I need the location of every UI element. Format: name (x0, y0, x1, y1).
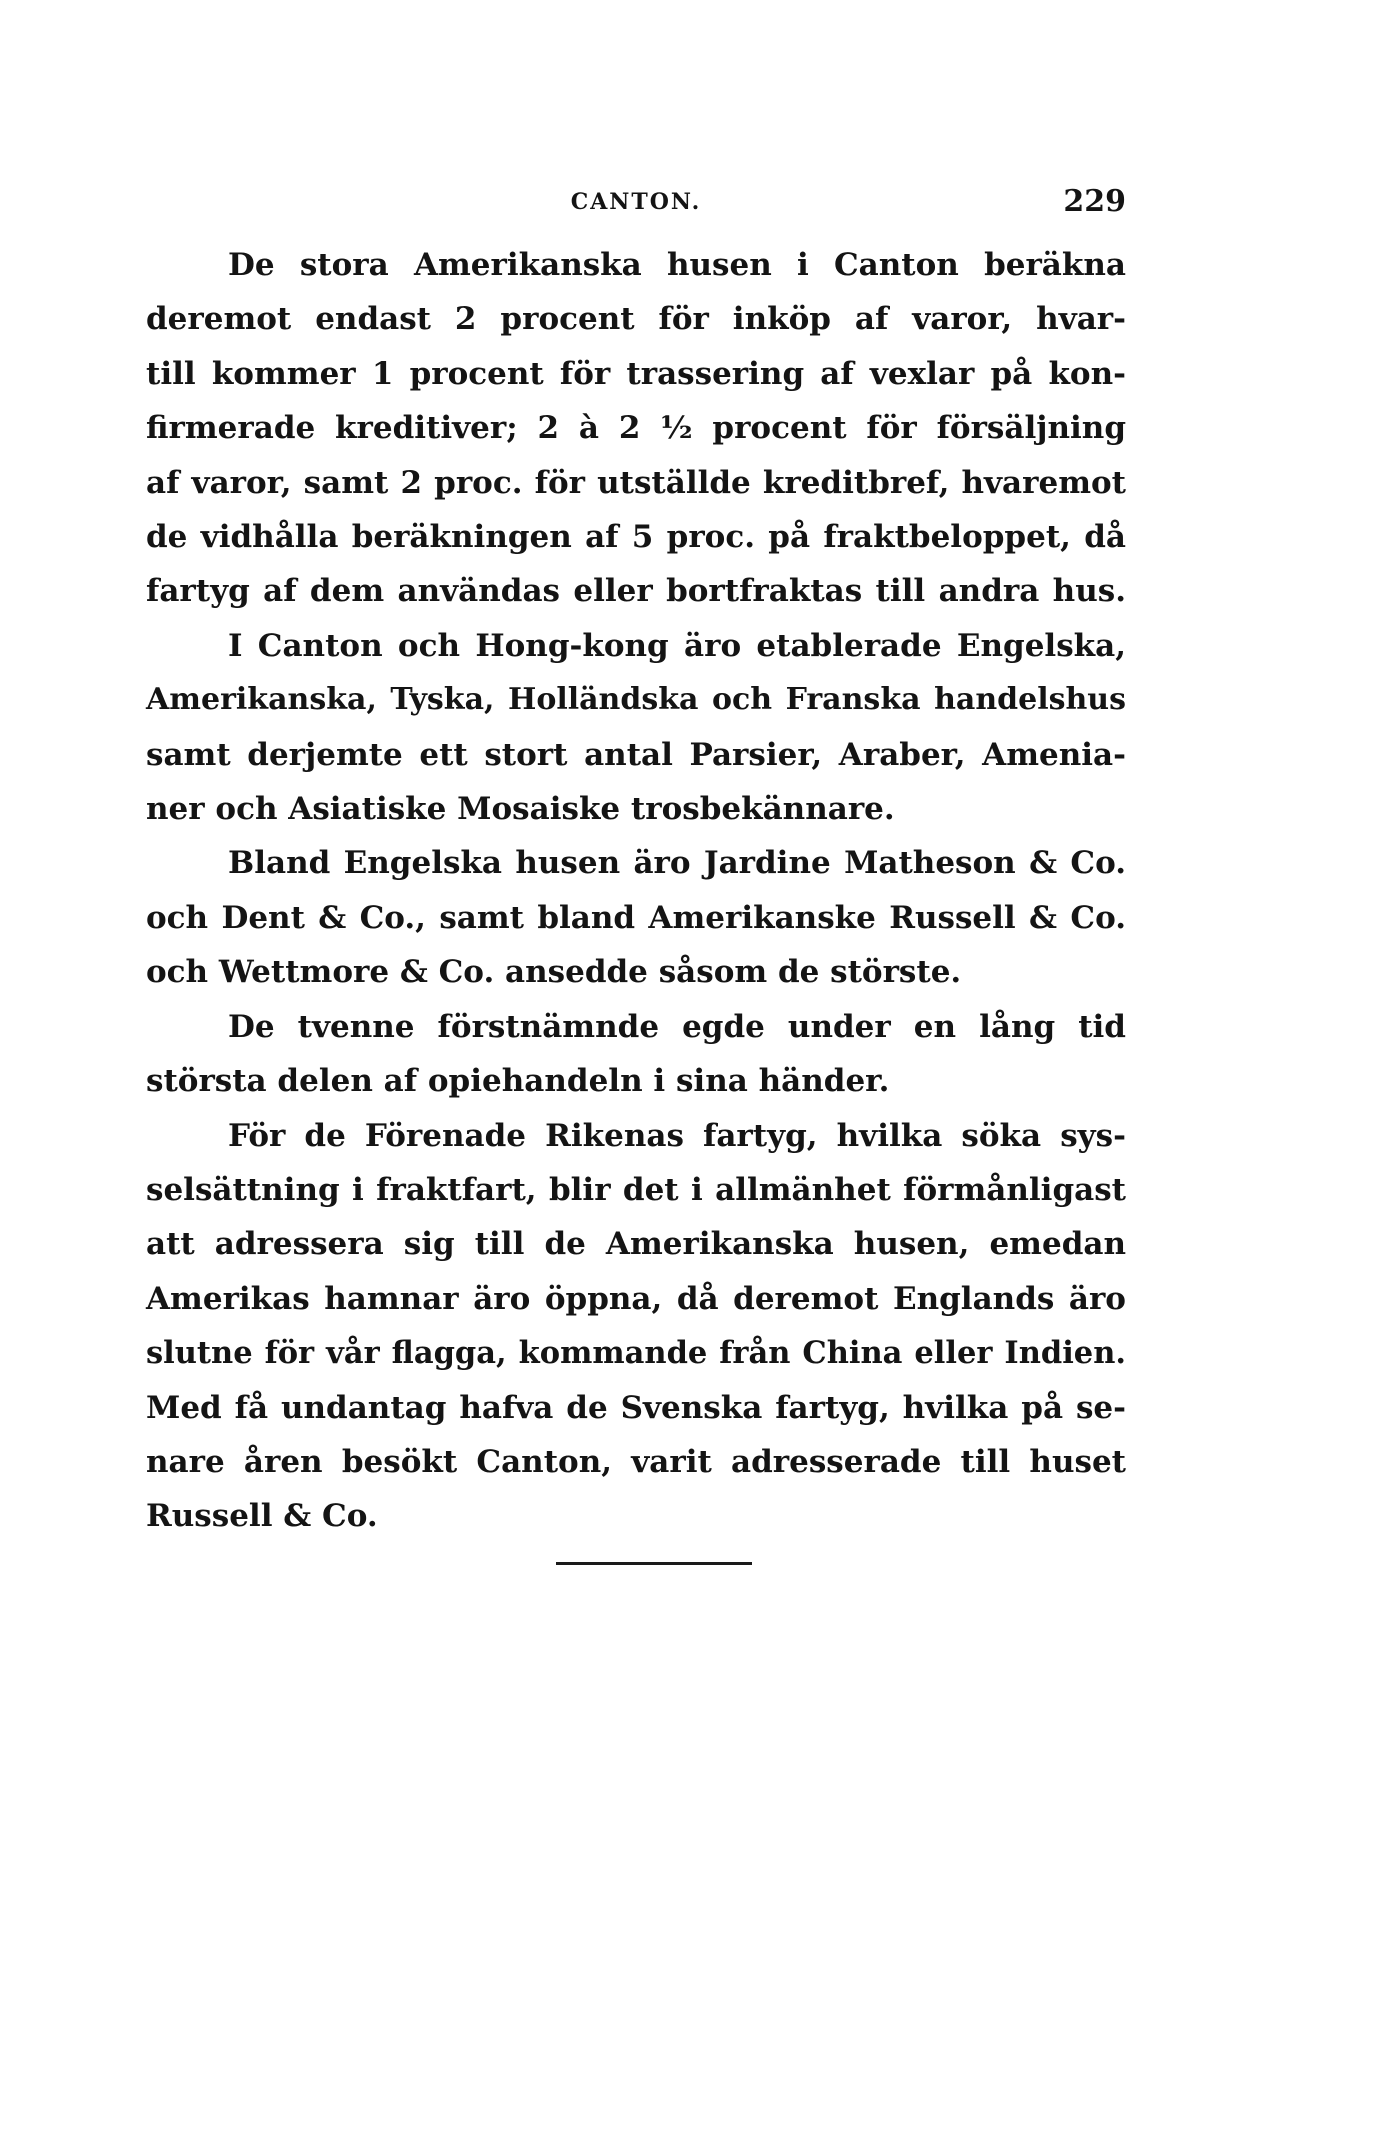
section-divider (556, 1562, 752, 1565)
text-line: fartyg af dem användas eller bortfraktas till andra hus. (146, 573, 1126, 610)
text-line: De tvenne förstnämnde egde under en lång tid (228, 1008, 1126, 1045)
text-line: Russell & Co. (146, 1498, 378, 1535)
text-line: nare åren besökt Canton, varit adresserade till huset (146, 1443, 1126, 1480)
text-line: till kommer 1 procent för trassering af vexlar på kon- (146, 355, 1126, 392)
running-head (146, 182, 1126, 222)
text-line: största delen af opiehandeln i sina händer. (146, 1063, 890, 1100)
running-title: CANTON. (570, 189, 702, 215)
text-line: I Canton och Hong-kong äro etablerade Engelska, (228, 627, 1126, 664)
text-line: samt derjemte ett stort antal Parsier, Araber, Amenia- (146, 736, 1126, 773)
paragraph (146, 1000, 1126, 1109)
text-line: De stora Amerikanska husen i Canton beräkna (228, 247, 1126, 283)
text-line: selsättning i fraktfart, blir det i allmänhet förmånligast (146, 1171, 1126, 1208)
text-line: deremot endast 2 procent för inköp af varor, hvar- (146, 301, 1126, 338)
page-number: 229 (1063, 184, 1126, 219)
paragraph (146, 238, 1126, 619)
text-line: och Wettmore & Co. ansedde såsom de störste. (146, 954, 962, 991)
text-line: Amerikanska, Tyska, Holländska och Franska handelshus (146, 682, 1126, 718)
text-line: Bland Engelska husen äro Jardine Matheson & Co. (228, 845, 1126, 882)
text-line: firmerade kreditiver; 2 à 2 ½ procent för försäljning (146, 410, 1126, 447)
text-line: slutne för vår flagga, kommande från China eller Indien. (146, 1335, 1126, 1372)
text-line: de vidhålla beräkningen af 5 proc. på fraktbeloppet, då (146, 519, 1126, 556)
text-line: Med få undantag hafva de Svenska fartyg, hvilka på se- (146, 1389, 1126, 1426)
text-line: af varor, samt 2 proc. för utställde kreditbref, hvaremot (146, 464, 1126, 501)
text-line: och Dent & Co., samt bland Amerikanske Russell & Co. (146, 899, 1126, 936)
paragraph (146, 1109, 1126, 1544)
text-line: För de Förenade Rikenas fartyg, hvilka söka sys- (228, 1117, 1126, 1154)
paragraph (146, 836, 1126, 999)
text-line: att adressera sig till de Amerikanska husen, emedan (146, 1226, 1126, 1263)
text-line: ner och Asiatiske Mosaiske trosbekännare. (146, 791, 895, 828)
body-text (146, 238, 1126, 1544)
text-line: Amerikas hamnar äro öppna, då deremot Englands äro (146, 1280, 1126, 1317)
paragraph (146, 619, 1126, 837)
